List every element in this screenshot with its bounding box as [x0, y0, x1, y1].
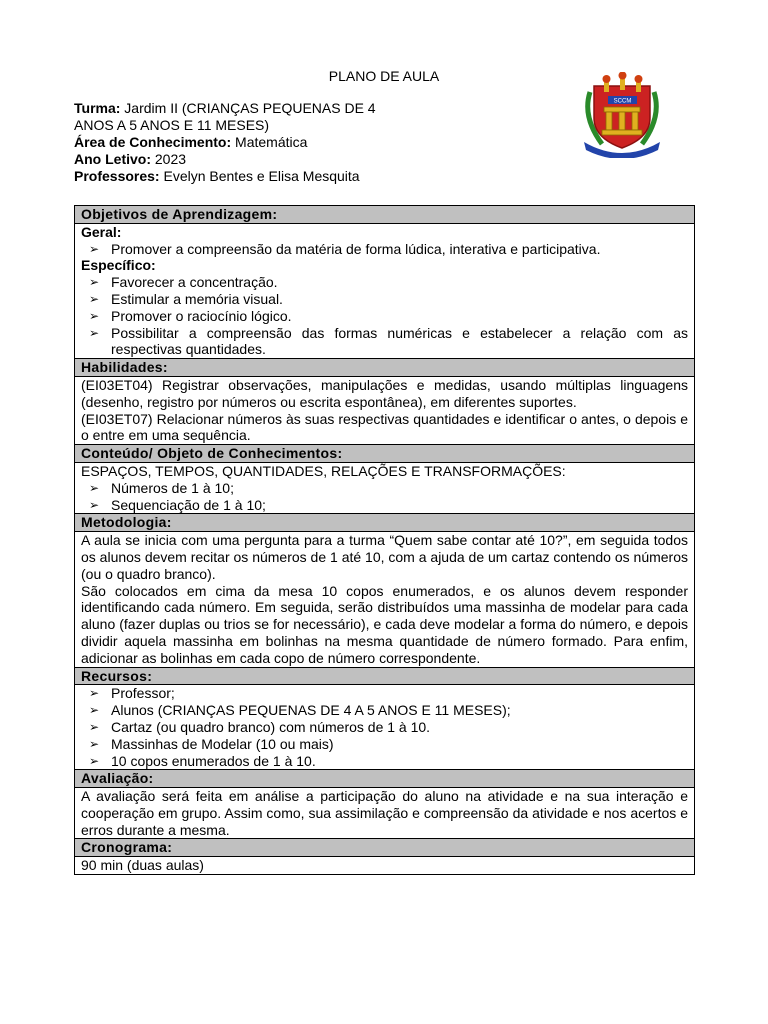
especifico-list	[81, 274, 688, 358]
area-label: Área de Conhecimento:	[74, 134, 232, 150]
habilidades-heading: Habilidades:	[75, 359, 695, 377]
lesson-plan-table	[74, 205, 695, 875]
professores-value: Evelyn Bentes e Elisa Mesquita	[159, 168, 360, 184]
habilidades-body	[75, 376, 695, 444]
metodologia-paragraph: A aula se inicia com uma pergunta para a turma “Quem sabe contar até 10?”, em seguida todos os alunos devem recitar os números de 1 até 10, com a ajuda de um cartaz contendo os números (ou o quadro branco).	[81, 532, 689, 582]
professores-row	[74, 168, 419, 185]
avaliacao-paragraph: A avaliação será feita em análise a participação do aluno na atividade e na sua interação e cooperação em grupo. Assim como, sua assimilação e compreensão da atividade e nos acertos e erros durante a mesma.	[81, 788, 688, 838]
recursos-body	[75, 685, 695, 770]
habilidade-paragraph: (EI03ET07) Relacionar números às suas respectivas quantidades e identificar o antes, o depois e o entre em uma sequência.	[81, 410, 688, 444]
document-title: PLANO DE AULA	[328, 68, 440, 84]
list-item: ➢ Números de 1 à 10;	[111, 480, 688, 497]
ano-row	[74, 151, 419, 168]
svg-text:SCCM: SCCM	[613, 98, 632, 105]
conteudo-heading: Conteúdo/ Objeto de Conhecimentos:	[75, 445, 695, 463]
turma-value: Jardim II (CRIANÇAS PEQUENAS DE 4	[120, 100, 376, 116]
ano-value: 2023	[151, 151, 187, 167]
metodologia-body	[75, 532, 695, 667]
list-item: ➢ Estimular a memória visual.	[111, 291, 688, 308]
objetivos-body	[75, 223, 695, 358]
geral-label: Geral:	[81, 223, 122, 240]
habilidade-paragraph: (EI03ET04) Registrar observações, manipulações e medidas, usando múltiplas linguagens (desenho, registro por números ou escrita espontânea), em diferentes suportes.	[81, 376, 688, 410]
list-item: ➢ Cartaz (ou quadro branco) com números de 1 à 10.	[111, 719, 688, 736]
metodologia-heading: Metodologia:	[75, 514, 695, 532]
recursos-list	[81, 685, 688, 769]
geral-list	[81, 241, 688, 258]
especifico-label: Específico:	[81, 257, 156, 274]
turma-row	[74, 100, 419, 117]
list-item: ➢ 10 copos enumerados de 1 à 10.	[111, 753, 688, 770]
list-item: ➢ Alunos (CRIANÇAS PEQUENAS DE 4 A 5 ANOS E 11 MESES);	[111, 702, 688, 719]
conteudo-body	[75, 462, 695, 513]
list-item: ➢ Promover a compreensão da matéria de forma lúdica, interativa e participativa.	[111, 241, 688, 258]
list-item: ➢ Promover o raciocínio lógico.	[111, 308, 688, 325]
avaliacao-body	[75, 788, 695, 839]
list-item: ➢ Massinhas de Modelar (10 ou mais)	[111, 736, 688, 753]
list-item: ➢ Professor;	[111, 685, 688, 702]
metodologia-paragraph: São colocados em cima da mesa 10 copos enumerados, e os alunos devem responder identificando cada número. Em seguida, serão distribuídos uma massinha de modelar para cada aluno (fazer duplas ou trios se for necessário), e cada deve modelar a forma do número, e depois dividir aquela massinha em bolinhas na mesma quantidade de número formado. Para enfim, adicionar as bolinhas em cada copo de número correspondente.	[81, 582, 688, 666]
school-seal-logo	[580, 72, 664, 158]
list-item: ➢ Possibilitar a compreensão das formas numéricas e estabelecer a relação com as respectivas quantidades.	[111, 325, 688, 359]
area-row	[74, 134, 419, 151]
area-value: Matemática	[231, 134, 308, 150]
turma-label: Turma:	[74, 100, 121, 116]
conteudo-list	[81, 480, 688, 514]
list-item: ➢ Sequenciação de 1 à 10;	[111, 497, 688, 514]
conteudo-intro: ESPAÇOS, TEMPOS, QUANTIDADES, RELAÇÕES E TRANSFORMAÇÕES:	[81, 462, 566, 479]
gold-columns	[602, 107, 642, 135]
cronograma-heading: Cronograma:	[75, 839, 695, 857]
recursos-heading: Recursos:	[75, 667, 695, 685]
turma-value-cont: ANOS A 5 ANOS E 11 MESES)	[74, 117, 270, 133]
list-item: ➢ Favorecer a concentração.	[111, 274, 688, 291]
objetivos-heading: Objetivos de Aprendizagem:	[75, 206, 695, 224]
avaliacao-heading: Avaliação:	[75, 770, 695, 788]
cronograma-body	[75, 857, 695, 875]
cronograma-value: 90 min (duas aulas)	[81, 857, 204, 874]
lesson-header-info	[74, 100, 419, 185]
professores-label: Professores:	[74, 168, 160, 184]
ano-label: Ano Letivo:	[74, 151, 151, 167]
